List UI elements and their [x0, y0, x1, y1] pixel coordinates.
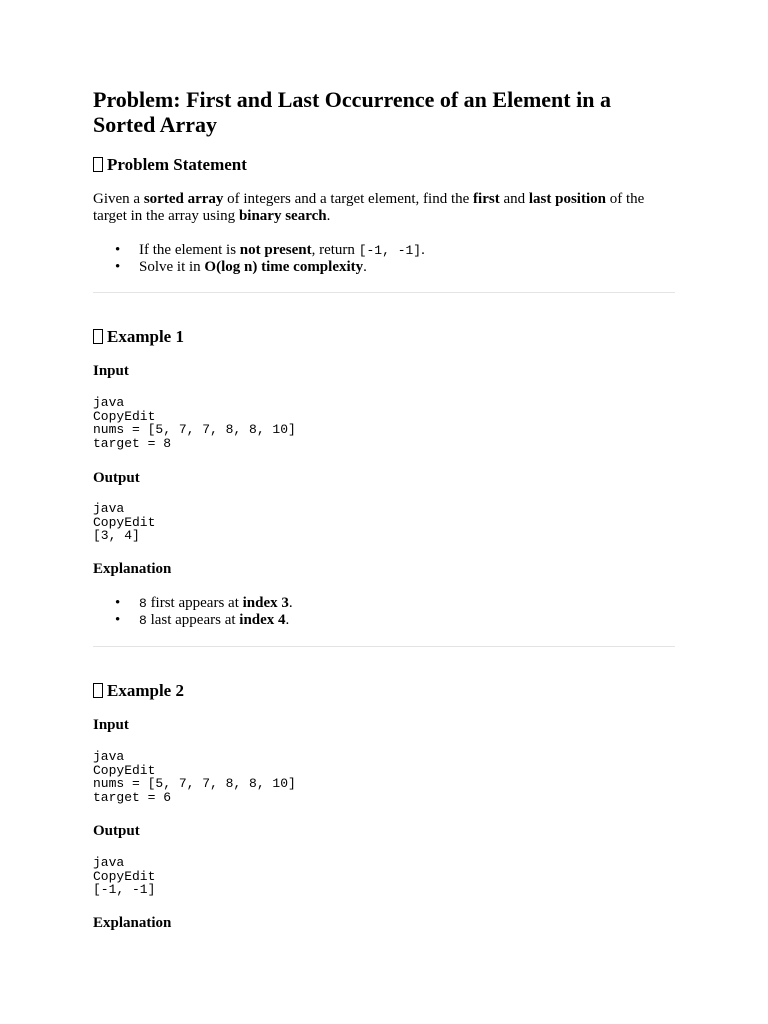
example1-input-code [93, 396, 296, 451]
bullet-text: , return [311, 242, 359, 258]
example2-output-code [93, 856, 155, 897]
code-line: CopyEdit [93, 762, 156, 778]
intro-bold: sorted array [143, 191, 224, 207]
bullet-bold: O(log n) time complexity [204, 259, 364, 275]
inline-code: 8 [139, 596, 147, 611]
example1-heading-text: Example 1 [107, 327, 184, 346]
bullet-text: . [285, 612, 290, 628]
code-line: java [93, 749, 125, 764]
intro-bold: last position [528, 191, 606, 207]
intro-bold: binary search [238, 207, 327, 224]
code-line: CopyEdit [93, 868, 156, 884]
example1-output-label: Output [93, 470, 140, 486]
code-line: java [93, 855, 125, 870]
inline-code: [-1, -1] [358, 243, 422, 258]
bullet-text: Solve it in [139, 259, 205, 275]
intro-text: of integers and a target element, find the [223, 191, 474, 207]
code-line: [3, 4] [93, 528, 140, 544]
bullet-text: first appears at [146, 595, 243, 611]
example1-heading [93, 327, 184, 347]
example2-input-code [93, 750, 296, 805]
missing-glyph-icon [93, 157, 103, 172]
example1-output-code [93, 502, 155, 543]
bullet-bold: index 3 [242, 595, 289, 611]
bullet-text: If the element is [139, 242, 240, 258]
example2-output-label: Output [93, 823, 140, 839]
code-line: [-1, -1] [93, 882, 156, 898]
bullet-bold: not present [239, 242, 312, 258]
example2-heading-text: Example 2 [107, 681, 184, 700]
problem-statement-heading-text: Problem Statement [107, 155, 247, 174]
section-divider [93, 292, 675, 293]
list-item [93, 242, 425, 259]
example2-explanation-label: Explanation [93, 915, 172, 931]
code-line: target = 8 [93, 436, 172, 452]
code-line: CopyEdit [93, 408, 156, 424]
section-divider [93, 646, 675, 647]
missing-glyph-icon [93, 329, 103, 344]
example2-heading [93, 681, 184, 701]
code-line: java [93, 501, 125, 516]
example2-input-label: Input [93, 717, 129, 733]
bullet-text: last appears at [146, 612, 240, 628]
example1-explanation-label: Explanation [93, 561, 172, 577]
code-line: CopyEdit [93, 514, 156, 530]
list-item [93, 595, 293, 612]
list-item [93, 259, 425, 276]
intro-text: of the target in the array using [93, 191, 645, 224]
intro-text: . [326, 207, 331, 224]
intro-bold: first [473, 191, 500, 207]
example1-explanation-list [93, 595, 293, 629]
problem-bullet-list [93, 242, 425, 276]
code-line: java [93, 395, 125, 410]
page-title: Problem: First and Last Occurrence of an Element in a Sorted Array [93, 87, 611, 137]
missing-glyph-icon [93, 683, 103, 698]
problem-intro-paragraph [93, 191, 675, 224]
bullet-bold: index 4 [239, 612, 286, 628]
problem-statement-heading [93, 155, 247, 175]
code-line: nums = [5, 7, 7, 8, 8, 10] [93, 776, 296, 792]
bullet-text: . [288, 595, 293, 611]
bullet-text: . [421, 242, 425, 258]
example1-input-label: Input [93, 363, 129, 379]
list-item [93, 612, 293, 629]
inline-code: 8 [139, 613, 147, 628]
intro-text: Given a [93, 191, 144, 207]
intro-text: and [499, 191, 529, 207]
bullet-text: . [363, 259, 367, 275]
code-line: nums = [5, 7, 7, 8, 8, 10] [93, 422, 296, 438]
code-line: target = 6 [93, 790, 172, 806]
